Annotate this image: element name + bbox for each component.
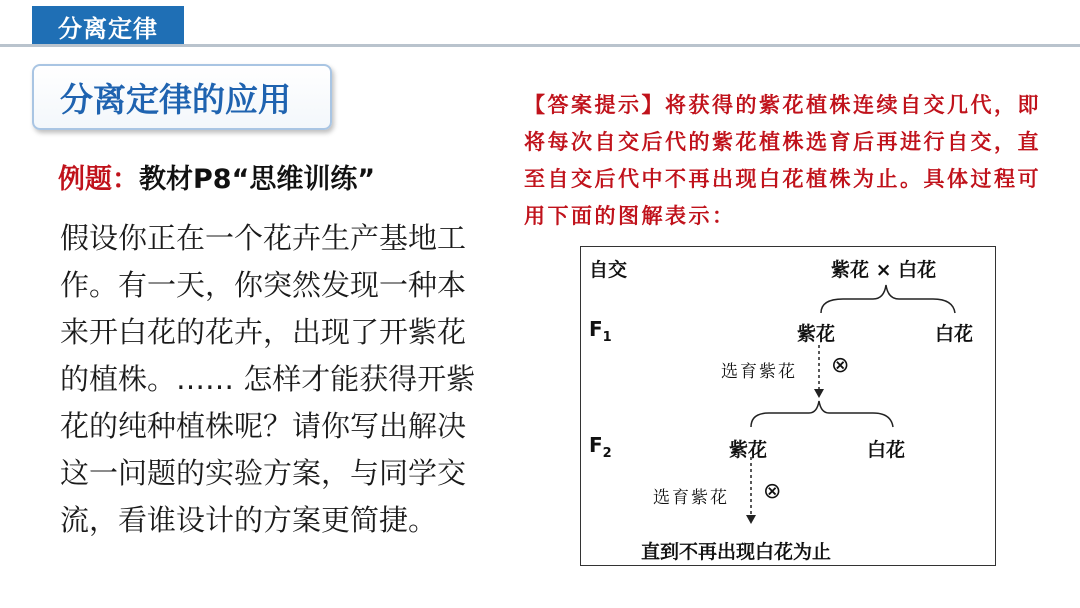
select-purple-1: 选育紫花 [721,362,797,382]
f1-white: 白花 [935,323,974,345]
slide-title [32,64,332,130]
answer-prefix: 【答案提示】 [524,92,665,117]
f2-purple: 紫花 [729,439,768,461]
end-condition: 直到不再出现白花为止 [641,541,832,563]
f2-generation: $F_2$ [589,433,612,461]
self-cross-label: 自交 [589,259,628,281]
f1-generation: $F_1$ [589,317,612,345]
example-label: 例题： [58,164,139,195]
parents-label: 紫花 × 白花 [831,259,937,281]
selfing-icon: ⊗ [763,479,782,504]
selfing-icon: ⊗ [831,353,850,378]
select-purple-2: 选育紫花 [653,488,729,508]
answer-text: 将获得的紫花植株连续自交几代，即将每次自交后代的紫花植株选育后再进行自交，直至自交后代中不再出现白花植株为止。具体过程可用下面的图解表示： [524,92,1041,228]
answer-hint [524,86,1052,234]
f2-arrowhead [746,515,756,524]
f2-white: 白花 [867,439,906,461]
f1-purple: 紫花 [797,323,836,345]
breeding-diagram [580,246,996,566]
example-source: 教材P8“思维训练” [139,164,376,195]
f1-brace [751,401,893,427]
section-tag: 分离定律 [32,6,184,46]
diagram-lines [581,247,997,567]
header-divider [0,44,1080,47]
question-text: 假设你正在一个花卉生产基地工作。有一天，你突然发现一种本来开白花的花卉，出现了开紫花的植株。…… 怎样才能获得开紫花的纯种植株呢？请你写出解决这一问题的实验方案，与同学交流，看谁设计的方案更简捷。 [60,221,476,537]
parents-brace [821,285,955,313]
slide-title-text: 分离定律的应用 [60,79,291,119]
f1-arrowhead [814,389,824,398]
example-heading [58,157,375,196]
